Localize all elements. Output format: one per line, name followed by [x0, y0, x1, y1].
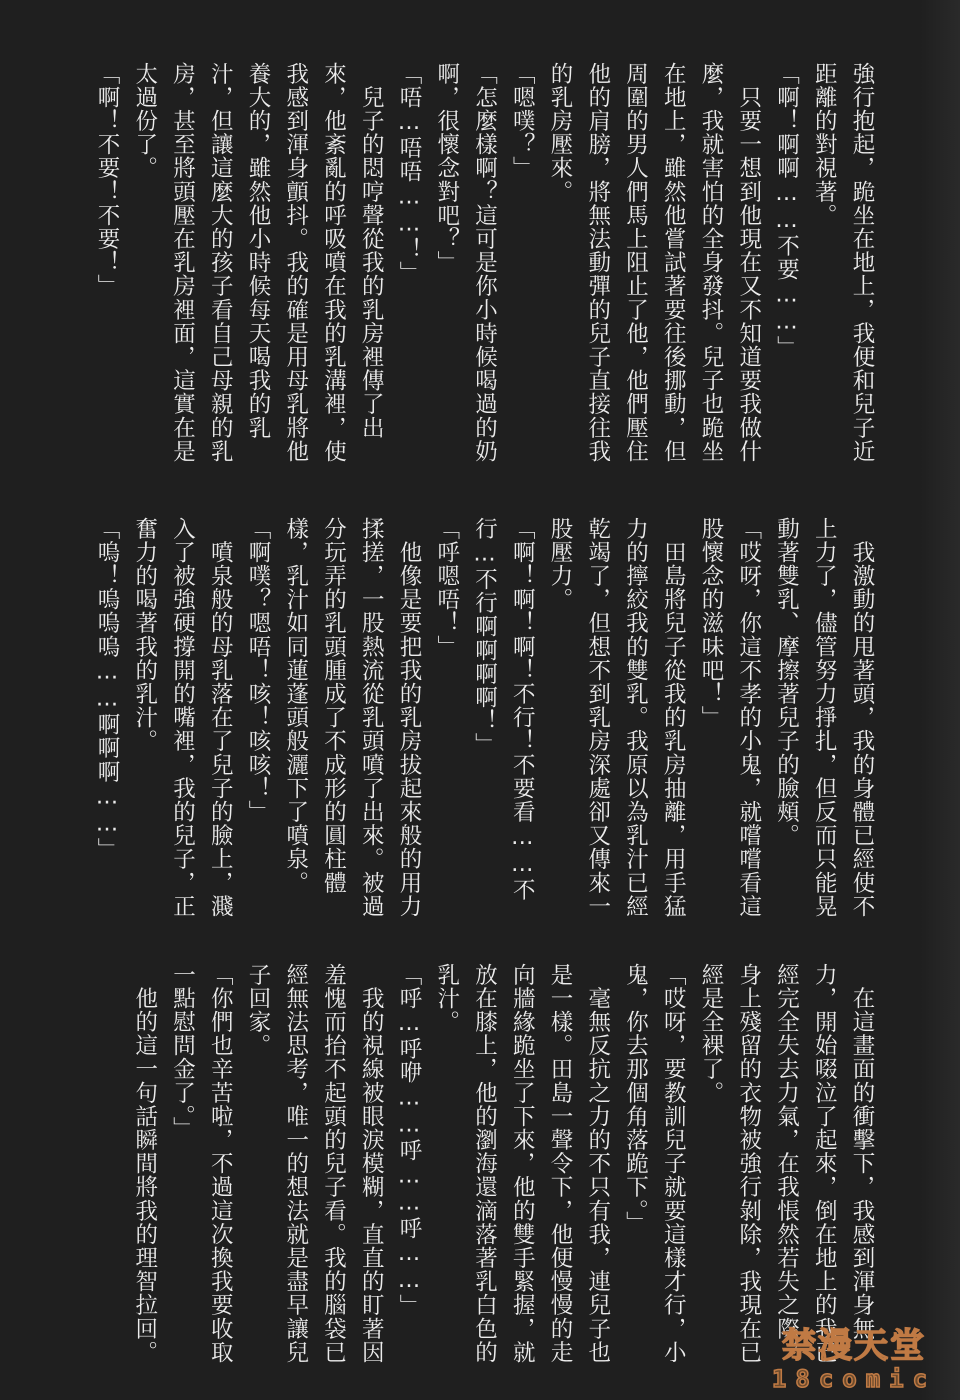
watermark-main-text: 禁漫天堂: [782, 1326, 926, 1366]
text-column: 毫無反抗之力的不只有我，連兒子也: [584, 963, 611, 1365]
text-column: 鬼，你去那個角落跪下。」: [622, 963, 649, 1235]
text-column: 分玩弄的乳頭腫成了不成形的圓柱體: [320, 517, 347, 895]
text-column: 兒子的悶哼聲從我的乳房裡傳了出: [358, 62, 385, 440]
text-column: 噴泉般的母乳落在了兒子的臉上，濺: [207, 517, 234, 919]
text-column: 強行抱起，跪坐在地上，我便和兒子近: [849, 62, 875, 464]
text-column: 我激動的甩著頭，我的身體已經使不: [849, 517, 875, 919]
text-column: 養大的，雖然他小時候每天喝我的乳: [245, 62, 271, 440]
text-column: 經完全失去力氣，在我悵然若失之際，: [773, 963, 800, 1365]
text-column: 「唔…唔唔……！」: [396, 62, 422, 285]
text-column: 房，甚至將頭壓在乳房裡面，這實在是: [169, 62, 196, 464]
text-column: 行…不行啊啊啊啊！」: [471, 517, 498, 757]
text-column: 乾竭了，但想不到乳房深處卻又傳來一: [584, 517, 611, 919]
text-column: 奮力的喝著我的乳汁。: [131, 517, 158, 753]
text-column: 身上殘留的衣物被強行剝除，我現在已: [735, 963, 762, 1365]
text-column: 「呼嗯唔！」: [433, 517, 460, 659]
text-column: 「哎呀，要教訓兒子就要這樣才行，小: [660, 963, 687, 1365]
text-tier-top: [87, 62, 880, 482]
text-column: 揉搓，一股熱流從乳頭噴了出來。被過: [358, 517, 385, 919]
watermark-logo: [754, 1326, 954, 1396]
text-column: 麼，我就害怕的全身發抖。兒子也跪坐: [698, 62, 724, 464]
text-column: 在地上，雖然他嘗試著要往後挪動，但: [660, 62, 687, 464]
text-column: 入了被強硬撐開的嘴裡，我的兒子，正: [169, 517, 196, 919]
text-column: 「啊！不要！不要！」: [94, 62, 120, 298]
text-column: 「呼…呼咿……呼……呼……」: [396, 963, 422, 1318]
text-column: 他像是要把我的乳房拔起來般的用力: [396, 517, 422, 919]
text-column: 是一樣。田島一聲令下，他便慢慢的走: [547, 963, 573, 1365]
text-column: 股壓力。: [547, 517, 573, 612]
text-column: 經是全裸了。: [698, 963, 724, 1105]
text-column: 向牆緣跪坐了下來，他的雙手緊握，就: [509, 963, 536, 1365]
text-column: 乳汁。: [433, 963, 460, 1034]
text-column: 我感到渾身顫抖。我的確是用母乳將他: [282, 62, 309, 464]
text-column: 汁，但讓這麼大的孩子看自己母親的乳: [207, 62, 234, 464]
text-tier-middle: [87, 517, 880, 937]
page-edge: [920, 0, 960, 1400]
text-column: 他的這一句話瞬間將我的理智拉回。: [131, 963, 158, 1365]
text-column: 太過份了。: [131, 62, 158, 180]
text-column: 樣，乳汁如同蓮蓬頭般灑下了噴泉。: [282, 517, 309, 895]
text-column: 「怎麼樣啊？這可是你小時候喝過的奶: [471, 62, 498, 464]
text-column: 「啊！啊！啊！不行！不要看……不: [509, 517, 536, 902]
text-column: 「你們也辛苦啦，不過這次換我要收取: [207, 963, 234, 1365]
text-column: 股懷念的滋味吧！」: [698, 517, 724, 730]
text-column: 周圍的男人們馬上阻止了他，他們壓住: [622, 62, 649, 464]
text-column: 他的肩膀，將無法動彈的兒子直接往我: [584, 62, 611, 464]
text-column: 「嗯噗？」: [509, 62, 536, 180]
text-column: 距離的對視著。: [811, 62, 838, 228]
text-column: 只要一想到他現在又不知道要我做什: [735, 62, 762, 464]
text-column: 經無法思考，唯一的想法就是盡早讓兒: [282, 963, 309, 1365]
watermark-sub-text: 18comic: [771, 1365, 937, 1393]
text-column: 動著雙乳、摩擦著兒子的臉頰。: [773, 517, 800, 848]
text-column: 「啊！啊啊……不要……」: [773, 62, 800, 360]
text-column: 力，開始啜泣了起來，倒在地上的我已: [811, 963, 838, 1365]
text-column: 子回家。: [245, 963, 271, 1058]
text-column: 「啊噗？嗯唔！咳！咳咳！」: [245, 517, 271, 824]
text-column: 啊，很懷念對吧？」: [433, 62, 460, 275]
text-column: 的乳房壓來。: [547, 62, 573, 204]
text-column: 上力了，儘管努力掙扎，但反而只能晃: [811, 517, 838, 919]
text-column: 在這畫面的衝擊下，我感到渾身無: [849, 963, 875, 1341]
text-column: 「哎呀，你這不孝的小鬼，就嚐嚐看這: [735, 517, 762, 919]
text-column: 我的視線被眼淚模糊，直直的盯著因: [358, 963, 385, 1365]
text-column: 一點慰問金了。」: [169, 963, 196, 1141]
text-column: 放在膝上，他的瀏海還滴落著乳白色的: [471, 963, 498, 1365]
text-tier-bottom: [87, 963, 880, 1383]
text-column: 來，他紊亂的呼吸噴在我的乳溝裡，使: [320, 62, 347, 464]
text-column: 力的擰絞我的雙乳。我原以為乳汁已經: [622, 517, 649, 919]
text-column: 田島將兒子從我的乳房抽離，用手猛: [660, 517, 687, 919]
text-column: 「嗚！嗚嗚嗚……啊啊啊……」: [94, 517, 120, 862]
text-column: 羞愧而抬不起頭的兒子看。我的腦袋已: [320, 963, 347, 1365]
